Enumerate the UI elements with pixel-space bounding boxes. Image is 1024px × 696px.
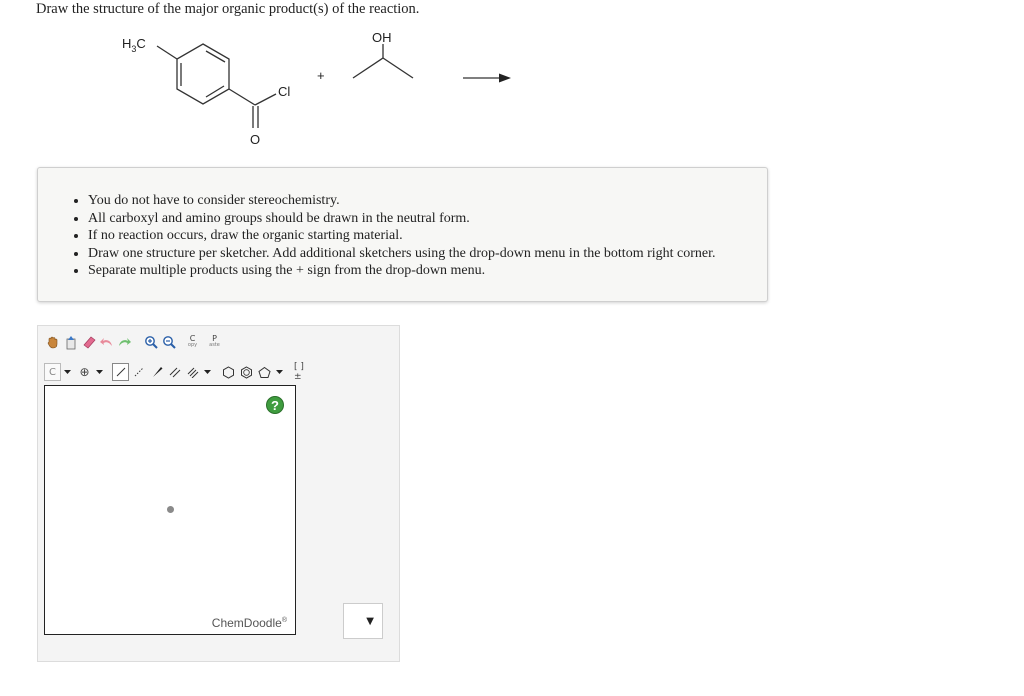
redo-icon[interactable] [116, 333, 133, 351]
paste-button[interactable] [206, 333, 223, 351]
element-dropdown-icon[interactable] [62, 363, 72, 381]
dashed-bond-icon[interactable] [130, 363, 147, 381]
toolbar-row-1 [44, 332, 224, 352]
toolbar-row-2 [44, 362, 312, 382]
note-item: • Draw one structure per sketcher. Add additional sketchers using the drop-down menu in the bottom right corner. [88, 245, 767, 263]
note-item: • Separate multiple products using the + sign from the drop-down menu. [88, 262, 767, 280]
charge-dropdown-icon[interactable] [94, 363, 104, 381]
paste-top: P [212, 334, 217, 343]
add-sketcher-dropdown[interactable] [343, 603, 383, 639]
benzene-ring [177, 44, 229, 104]
wedge-bond-icon[interactable] [148, 363, 165, 381]
bond-dropdown-icon[interactable] [202, 363, 212, 381]
zoom-out-icon[interactable] [160, 333, 177, 351]
chemdoodle-brand [212, 616, 287, 630]
oxygen-label: O [250, 132, 261, 147]
eraser-icon[interactable] [80, 333, 97, 351]
question-text: Draw the structure of the major organic product(s) of the reaction. [36, 1, 420, 17]
help-icon[interactable]: ? [266, 396, 284, 414]
lasso-icon[interactable] [62, 333, 79, 351]
brand-mark: ® [281, 617, 287, 624]
instructions-list [38, 192, 767, 280]
charge-button[interactable]: ⊕ [79, 365, 90, 379]
copy-button[interactable] [184, 333, 201, 351]
zoom-in-icon[interactable] [142, 333, 159, 351]
single-bond-icon[interactable] [112, 363, 129, 381]
copy-bottom: opy [187, 342, 198, 348]
drawing-canvas[interactable] [44, 385, 296, 635]
sketcher-panel [37, 325, 400, 662]
ring-dropdown-icon[interactable] [274, 363, 284, 381]
benzene-icon[interactable] [238, 363, 255, 381]
copy-top: C [189, 334, 196, 343]
methyl-label: $H_3C$ [122, 36, 146, 54]
reaction-scheme [100, 30, 540, 160]
element-button[interactable]: C [44, 363, 61, 381]
brand-name: ChemDoodle [211, 616, 282, 630]
plus-sign: + [317, 68, 325, 83]
bracket-charge-button[interactable]: [ ]± [294, 362, 304, 382]
chevron-down-icon: ▼ [366, 615, 374, 627]
undo-icon[interactable] [98, 333, 115, 351]
cursor-dot [167, 506, 174, 513]
note-item: • All carboxyl and amino groups should be drawn in the neutral form. [88, 210, 767, 228]
note-item: • If no reaction occurs, draw the organic starting material. [88, 227, 767, 245]
note-item: • You do not have to consider stereochemistry. [88, 192, 767, 210]
cyclohexane-icon[interactable] [220, 363, 237, 381]
paste-bottom: aste [209, 342, 220, 348]
triple-bond-icon[interactable] [184, 363, 201, 381]
double-bond-icon[interactable] [166, 363, 183, 381]
instructions-box [37, 167, 768, 302]
chlorine-label: Cl [278, 84, 291, 99]
reaction-arrow [499, 74, 511, 83]
hand-icon[interactable] [44, 333, 61, 351]
hydroxyl-label: OH [372, 30, 392, 45]
cyclopentane-icon[interactable] [256, 363, 273, 381]
